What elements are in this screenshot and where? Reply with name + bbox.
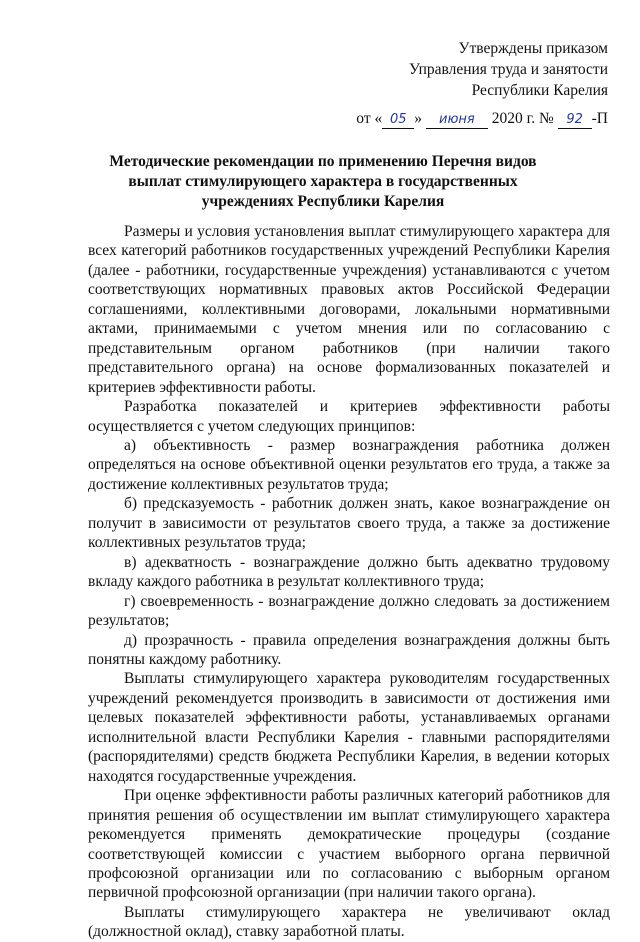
date-month-handwritten: июня	[426, 112, 488, 129]
order-date-line	[356, 108, 608, 130]
date-prefix: от «	[356, 110, 383, 127]
paragraph: Выплаты стимулирующего характера руководителям государственных учреждений рекомендуется производить в зависимости от достижения ими целевых показателей эффективности работы, устанавливаемых органами исполнительной власти Республики Карелия - главными распорядителями (распорядителями) средств бюджета Республики Карелия, в ведении которых находятся государственные учреждения.	[88, 670, 610, 785]
approval-line-2: Управления труда и занятости	[408, 61, 608, 78]
order-number-handwritten: 92	[558, 112, 592, 129]
document-title: Методические рекомендации по применению Перечня видов выплат стимулирующего характера в государственных учреждениях Республики Карелия	[109, 153, 537, 210]
paragraph: Размеры и условия установления выплат стимулирующего характера для всех категорий работников государственных учреждений Республики Карелия (далее - работники, государственные учреждения) устанавливаются с учетом соответствующих нормативных правовых актов Российской Федерации соглашениями, коллективными договорами, локальными нормативными актами, принимаемыми с учетом мнения или по согласованию с представительным органом работников (при наличии такого представительного органа) на основе формализованных показателей и критериев эффективности работы.	[88, 223, 610, 396]
document-body	[88, 222, 610, 942]
paragraph: При оценке эффективности работы различных категорий работников для принятия решения об осуществлении им выплат стимулирующего характера рекомендуется применять демократические процедуры (создание соответствующей комиссии с участием выборного органа первичной профсоюзной организации или по согласованию с выборным органом первичной профсоюзной организации (при наличии такого органа).	[88, 787, 610, 902]
paragraph: Выплаты стимулирующего характера не увеличивают оклад (должностной оклад), ставку заработной платы.	[88, 903, 610, 941]
approval-block	[278, 38, 608, 101]
approval-line-1: Утверждены приказом	[458, 40, 608, 57]
order-number-suffix: -П	[591, 110, 608, 127]
paragraph: а) объективность - размер вознаграждения работника должен определяться на основе объективной оценки результатов его труда, а также за достижение коллективных результатов труда;	[88, 436, 610, 493]
date-year-text: 2020 г. №	[491, 110, 554, 127]
date-quote-close: »	[414, 110, 422, 127]
date-day-handwritten: 05	[382, 112, 414, 129]
paragraph: д) прозрачность - правила определения вознаграждения должны быть понятны каждому работнику.	[88, 631, 610, 668]
paragraph: в) адекватность - вознаграждение должно быть адекватно трудовому вкладу каждого работника в результат коллективного труда;	[88, 553, 610, 591]
approval-line-3: Республики Карелия	[471, 82, 608, 99]
paragraph: Разработка показателей и критериев эффективности работы осуществляется с учетом следующих принципов:	[88, 398, 610, 435]
paragraph: б) предсказуемость - работник должен знать, какое вознаграждение он получит в зависимости от результатов своего труда, а также за достижение коллективных результатов труда;	[88, 495, 610, 552]
paragraph: г) своевременность - вознаграждение должно следовать за достижением результатов;	[88, 592, 610, 630]
